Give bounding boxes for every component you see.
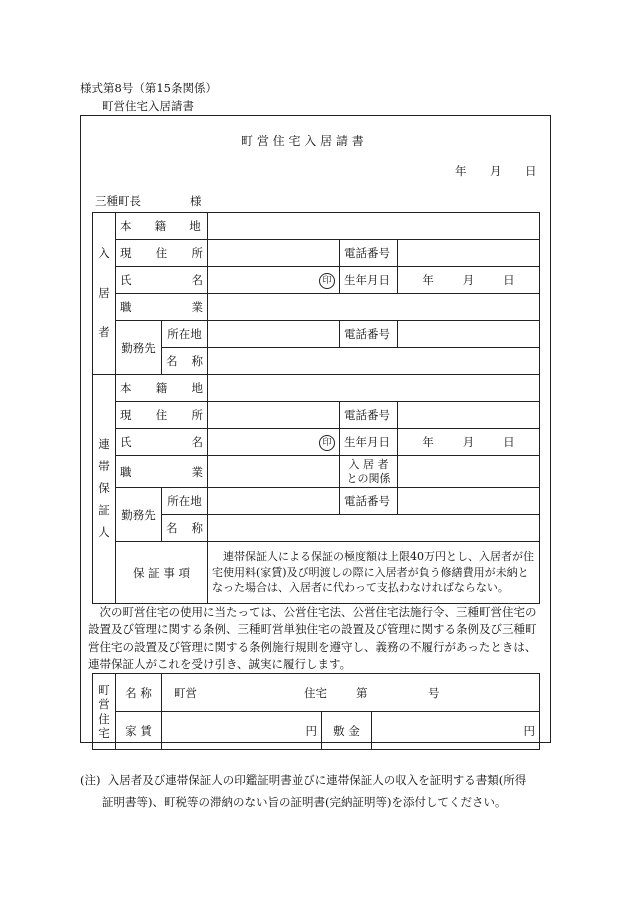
guarantor-relation-label: 入 居 者 との関係 bbox=[340, 456, 398, 488]
seal-mark: 印 bbox=[319, 435, 335, 451]
guarantor-domicile-label: 本 籍 地 bbox=[116, 375, 208, 402]
applicant-address-field[interactable] bbox=[208, 240, 340, 267]
guarantor-occupation-label: 職 業 bbox=[116, 456, 208, 488]
housing-number-prefix: 第 bbox=[356, 685, 368, 700]
guarantor-table bbox=[92, 374, 540, 604]
deposit-label: 敷 金 bbox=[322, 712, 372, 750]
housing-table bbox=[92, 673, 540, 750]
applicant-occupation-label: 職 業 bbox=[116, 294, 208, 321]
housing-town-prefix: 町営 bbox=[174, 685, 197, 700]
guarantor-work-name-label: 名 称 bbox=[162, 515, 208, 542]
guarantor-birthdate-label: 生年月日 bbox=[340, 429, 398, 456]
date-day-label: 日 bbox=[525, 164, 537, 178]
housing-name-field[interactable] bbox=[162, 674, 540, 712]
housing-word: 住宅 bbox=[304, 685, 327, 700]
guarantor-address-label: 現 住 所 bbox=[116, 402, 208, 429]
applicant-name-label: 氏 名 bbox=[116, 267, 208, 294]
guarantor-work-phone-field[interactable] bbox=[398, 488, 540, 515]
applicant-address-label: 現 住 所 bbox=[116, 240, 208, 267]
applicant-work-name-label: 名 称 bbox=[162, 348, 208, 375]
applicant-domicile-field[interactable] bbox=[208, 213, 540, 240]
housing-name-label: 名 称 bbox=[116, 674, 162, 712]
guarantor-phone-label: 電話番号 bbox=[340, 402, 398, 429]
guarantor-work-location-field[interactable] bbox=[208, 488, 340, 515]
applicant-name-field[interactable] bbox=[208, 267, 340, 294]
applicant-birthdate-field[interactable]: 年 月 日 bbox=[398, 267, 540, 294]
applicant-phone-label: 電話番号 bbox=[340, 240, 398, 267]
agreement-text: 次の町営住宅の使用に当たっては、公営住宅法、公営住宅法施行令、三種町営住宅の設置及び管理に関する条例、三種町営単独住宅の設置及び管理に関する条例及び三種町営住宅の設置及び管理に関する条例施行規則を遵守し、義務の不履行があったときは、連帯保証人がこれを受け引き、誠実に履行します。 bbox=[88, 605, 537, 671]
applicant-domicile-label: 本 籍 地 bbox=[116, 213, 208, 240]
form-subtitle: 町営住宅入居請書 bbox=[102, 99, 194, 113]
applicant-work-phone-label: 電話番号 bbox=[340, 321, 398, 348]
date-month-label: 月 bbox=[490, 164, 502, 178]
footnote bbox=[80, 770, 550, 814]
footnote-line-2: 証明書等)、町税等の滞納のない旨の証明書(完納証明等)を添付してください。 bbox=[102, 794, 507, 809]
guarantor-address-field[interactable] bbox=[208, 402, 340, 429]
rent-label: 家 賃 bbox=[116, 712, 162, 750]
applicant-section-label: 入 居 者 bbox=[93, 213, 116, 375]
date-year-label: 年 bbox=[455, 164, 467, 178]
guarantor-occupation-field[interactable] bbox=[208, 456, 340, 488]
form-number: 様式第8号（第15条関係） bbox=[80, 81, 217, 95]
guarantor-relation-field[interactable] bbox=[398, 456, 540, 488]
applicant-birthdate-label: 生年月日 bbox=[340, 267, 398, 294]
applicant-work-name-field[interactable] bbox=[208, 348, 540, 375]
applicant-work-phone-field[interactable] bbox=[398, 321, 540, 348]
housing-section-label: 町 営 住 宅 bbox=[93, 674, 116, 750]
housing-number-suffix: 号 bbox=[428, 685, 440, 700]
guarantor-work-location-label: 所在地 bbox=[162, 488, 208, 515]
guarantor-workplace-label: 勤務先 bbox=[116, 488, 162, 542]
applicant-work-location-label: 所在地 bbox=[162, 321, 208, 348]
footnote-line-1: 入居者及び連帯保証人の印鑑証明書並びに連帯保証人の収入を証明する書類(所得 bbox=[107, 773, 527, 787]
deposit-field[interactable]: 円 bbox=[372, 712, 540, 750]
guarantee-text: 連帯保証人による保証の極度額は上限40万円とし、入居者が住宅使用料(家賃)及び明渡しの際に入居者が負う修繕費用が未納となった場合は、入居者に代わって支払わなければならない。 bbox=[208, 542, 540, 604]
guarantor-section-label: 連 帯 保 証 人 bbox=[93, 375, 116, 604]
addressee-name: 三種町長 bbox=[95, 194, 141, 208]
footnote-label: (注) bbox=[80, 773, 101, 787]
seal-mark: 印 bbox=[319, 273, 335, 289]
guarantor-work-phone-label: 電話番号 bbox=[340, 488, 398, 515]
applicant-table bbox=[92, 212, 540, 375]
guarantor-birthdate-field[interactable]: 年 月 日 bbox=[398, 429, 540, 456]
addressee-honorific: 様 bbox=[190, 194, 202, 208]
rent-field[interactable]: 円 bbox=[162, 712, 322, 750]
guarantee-label: 保 証 事 項 bbox=[116, 542, 208, 604]
guarantor-name-label: 氏 名 bbox=[116, 429, 208, 456]
guarantor-phone-field[interactable] bbox=[398, 402, 540, 429]
guarantor-name-field[interactable] bbox=[208, 429, 340, 456]
applicant-occupation-field[interactable] bbox=[208, 294, 540, 321]
applicant-phone-field[interactable] bbox=[398, 240, 540, 267]
guarantor-work-name-field[interactable] bbox=[208, 515, 540, 542]
guarantor-domicile-field[interactable] bbox=[208, 375, 540, 402]
applicant-workplace-label: 勤務先 bbox=[116, 321, 162, 375]
applicant-work-location-field[interactable] bbox=[208, 321, 340, 348]
form-title: 町 営 住 宅 入 居 請 書 bbox=[241, 134, 364, 148]
